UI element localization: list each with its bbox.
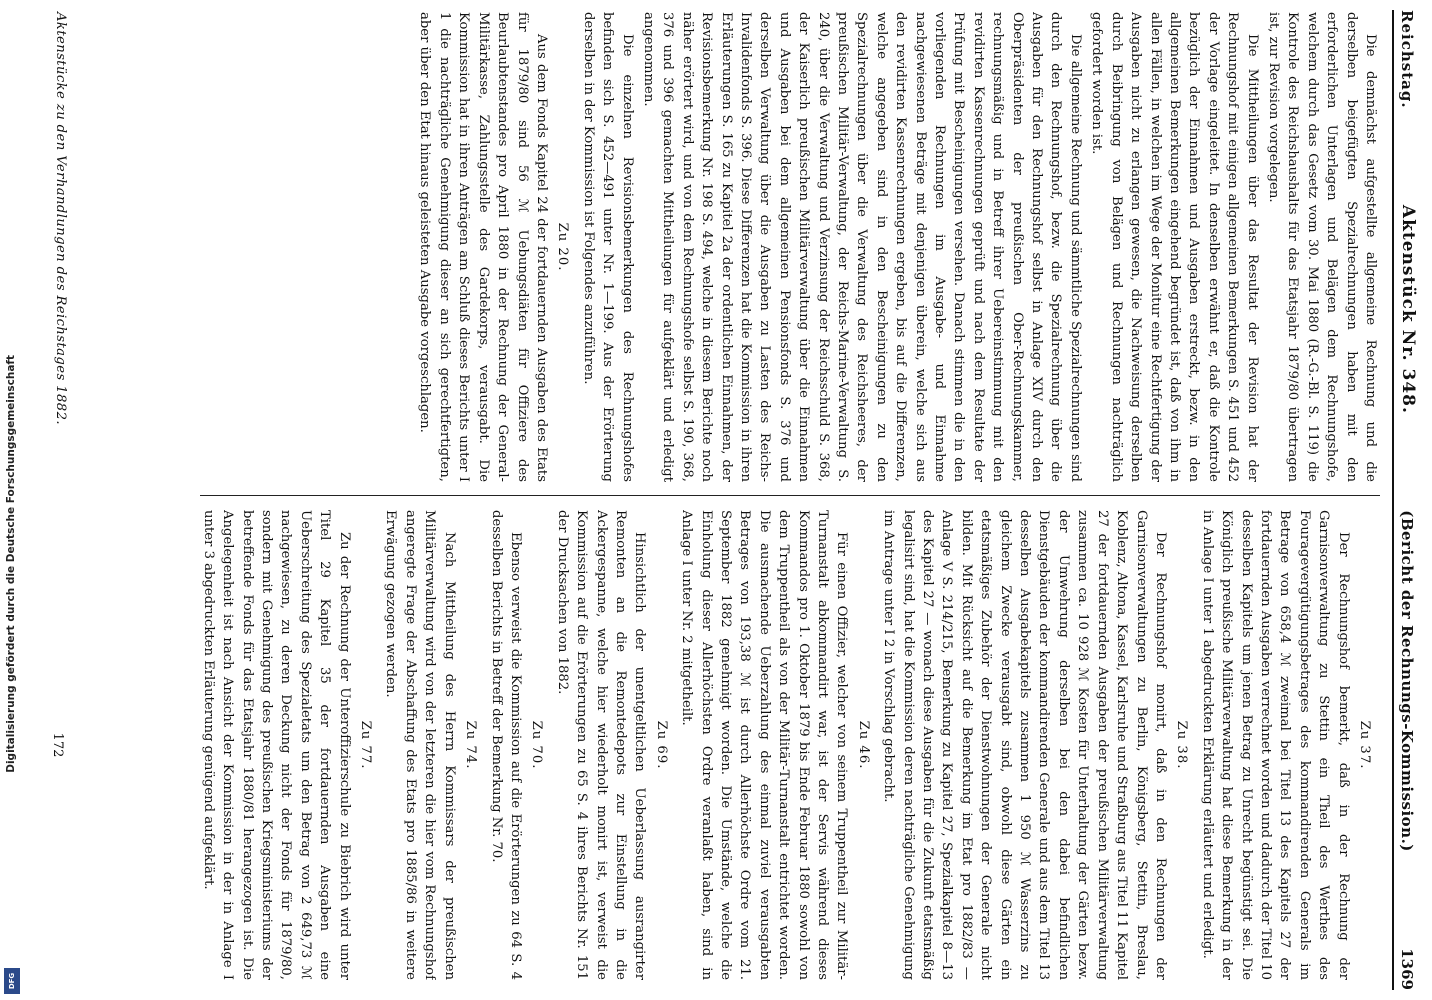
paragraph: Der Rechnungshof monirt, daß in den Rechnungen der Garnisonverwaltungen zu Berlin, Königsberg, Stettin, Breslau, Koblenz, Altona, Kassel, Karlsruhe und Straßburg aus Titel 11 Kapitel 27 der fortdauernden Ausgaben der preußischen Militärverwaltung zusammen ca. 10 928 ℳ Kosten für Unterhaltung der Gärten bezw. der Umwehrung derselben bei den dabei befindlichen Dienstgebäuden der kommandirenden Generale und aus dem Titel 13 desselben Ausgabekapitels zusammen 1 950 ℳ Wasserzins zu gleichem Zwecke verausgabt sind, obwohl diese Gärten ein etatsmäßiges Zubehör der Dienstwohnungen der Generale nicht bilden. Mit Rücksicht auf die Bemerkung im Etat pro 1882/83 — Anlage V S. 214/215, Bemerkung zu Kapitel 27, Spezialkapitel 8—13 des Kapitel 27 — wonach diese Ausgaben für die Zukunft etatsmäßig legalisirt sind, hat die Kommission deren nachträgliche Genehmigung im Antrage unter I 2 in Vorschlag gebracht. bbox=[881, 510, 1168, 980]
rotated-page bbox=[28, 0, 1428, 1000]
section-heading: Zu 46. bbox=[855, 720, 871, 770]
section-heading: Zu 38. bbox=[1174, 720, 1190, 770]
section-heading: Zu 69. bbox=[653, 720, 669, 770]
paragraph: Der Rechnungshof bemerkt, daß in der Rechnung der Garnisonverwaltung zu Stettin ein Theil des Werthes des Fouragevergütigungsbetrages des kommandirenden Generals im Betrage von 658,4 ℳ zweimal bei Titel 13 des Kapitels 27 der fortdauernden Ausgaben verrechnet worden und dadurch der Titel 10 desselben Kapitels um jenen Betrag zu Unrecht begünstigt sei. Die Königlich preußische Militärverwaltung hat diese Bemerkung in der in Anlage I unter 1 abgedruckten Erklärung erläutert und erledigt. bbox=[1199, 510, 1351, 980]
dfg-logo: DFG bbox=[4, 968, 20, 994]
section-heading: Zu 74. bbox=[463, 720, 479, 770]
paragraph: Die demnächst aufgestellte allgemeine Rechnung und die derselben beigefügten Spezialrechnungen haben mit den erforderlichen Unterlagen und Belägen dem Rechnungshofe, welchem durch das Gesetz vom 30. Mai 1880 (R.-G.-Bl. S. 119) die Kontrole des Reichshaushalts für das Etatsjahr 1879/80 übertragen ist, zur Revision vorgelegen. bbox=[1265, 12, 1378, 482]
paragraph: Die einzelnen Revisionsbemerkungen des Rechnungshofes befinden sich S. 452—491 unter Nr. 1—199. Aus der Erörterung derselben in der Kommission ist Folgendes anzuführen. bbox=[580, 12, 635, 482]
section-heading: Zu 20. bbox=[555, 222, 571, 272]
digitization-credit: Digitalisierung gefördert durch die Deutsche Forschungsgemeinschaft bbox=[5, 355, 17, 773]
paragraph: Ebenso verweist die Kommission auf die Erörterungen zu 64 S. 4 desselben Berichts in Betreff der Bemerkung Nr. 70. bbox=[488, 510, 523, 980]
left-column bbox=[90, 12, 1380, 482]
header-left: Reichstag. bbox=[1398, 10, 1416, 109]
page-number: 1369 bbox=[1398, 948, 1416, 990]
paragraph: Nach Mittheilung des Herrn Kommissars der preußischen Militärverwaltung wird von der letzteren die hier vom Rechnungshof angeregte Frage der Abschaffung des Etats pro 1885/86 in weitere Erwägung gezogen werden. bbox=[383, 510, 457, 980]
section-heading: Zu 70. bbox=[529, 720, 545, 770]
bottom-note: Aktenstücke zu den Verhandlungen des Reichstages 1882. bbox=[53, 12, 68, 425]
section-heading: Zu 37. bbox=[1357, 720, 1372, 770]
paragraph: Die allgemeine Rechnung und sämmtliche Spezialrechnungen sind durch den Rechnungshof, bezw. die Spezialrechnung über die Ausgaben für den Rechnungshof selbst in Anlage XIV durch den Oberpräsidenten der preußischen Ober-Rechnungskammer, rechnungsmäßig und in Betreff ihrer Uebereinstimmung mit den revidirten Kassenrechnungen geprüft und nach dem Resultate der Prüfung mit Bescheinigungen versehen. Danach stimmen die in den vorliegenden Rechnungen im Ausgabe- und Einnahme nachgewiesenen Beträge mit denjenigen überein, welche sich aus den revidirten Kassenrechnungen ergeben, bis auf die Differenzen, welche angegeben sind in den Bescheinigungen zu den Spezialrechnungen über die Verwaltung des Reichsheeres, der preußischen Militär-Verwaltung, der Reichs-Marine-Verwaltung S. 240, über die Verwaltung und Verzinsung der Reichsschuld S. 368, der Kaiserlich preußischen Militärverwaltung über die Einnahmen und Ausgaben bei dem allgemeinen Pensionsfonds S. 376 und derselben Verwaltung über die Ausgaben zu Lasten des Reichs-Invalidenfonds S. 396. Diese Differenzen hat die Kommission in ihren Erläuterungen S. 165 zu Kapitel 2a der ordentlichen Einnahmen, der Revisionsbemerkung Nr. 198 S. 494, welche in diesem Berichte noch näher erörtert wird, und von dem Rechnungshofe selbst S. 190, 368, 376 und 396 gemachten Mittheilungen für aufgeklärt und erledigt angenommen. bbox=[640, 12, 1083, 482]
header-right: (Bericht der Rechnungs-Kommission.) bbox=[1398, 510, 1416, 852]
digitization-footer-strip bbox=[0, 0, 22, 1000]
header-document-number: Aktenstück Nr. 348. bbox=[1398, 204, 1418, 414]
right-column bbox=[90, 510, 1380, 980]
paragraph: Für einen Offizier, welcher von seinem Truppentheil zur Militär-Turnanstalt abkommandirt war, ist der Servis während dieses Kommandos pro 1. Oktober 1879 bis Ende Februar 1880 sowohl von dem Truppentheil als von der Militär-Turnanstalt entrichtet worden. Die ausmachende Ueberzahlung des einmal zuviel verausgabten Betrages von 193,38 ℳ ist durch Allerhöchste Ordre vom 21. September 1882 genehmigt worden. Die Umstände, welche die Einholung dieser Allerhöchsten Ordre veranlaßt haben, sind in Anlage I unter Nr. 2 mitgetheilt. bbox=[679, 510, 850, 980]
paragraph: Die Mittheilungen über das Resultat der Revision hat der Rechnungshof mit einigen allgemeinen Bemerkungen S. 451 und 452 der Vorlage eingeleitet. In denselben erwähnt er, daß die Kontrole bezüglich der Einnahmen und Ausgaben erstreckt, bezw. in den allgemeinen Bemerkungen eingehend begründet ist, daß von ihm in allen Fällen, in welchen im Wege der Monitur eine Rechtfertigung der Ausgaben nicht zu erlangen gewesen, die Nachweisung derselben durch Beibringung von Belägen und Rechnungen nachträglich gefordert worden ist. bbox=[1089, 12, 1260, 482]
section-heading: Zu 77. bbox=[358, 720, 374, 770]
page-foot-number: 172 bbox=[50, 732, 65, 758]
paragraph: Aus dem Fonds Kapitel 24 der fortdauernden Ausgaben des Etats für 1879/80 sind 56 ℳ Uebungsdiäten für Offiziere des Beurlaubtenstandes pro April 1880 in der Rechnung der General-Militärkasse, Zahlungsstelle des Gardekorps, verausgabt. Die Kommission hat in ihren Anträgen am Schluß dieses Berichts unter I 1 die nachträgliche Genehmigung dieser an sich gerechtfertigten, aber über den Etat hinaus geleisteten Ausgabe vorgeschlagen. bbox=[417, 12, 549, 482]
paragraph: Hinsichtlich der unentgeltlichen Ueberlassung ausrangirter Remonten an die Remontedepots zur Einstellung in die Ackergespanne, welche hier wiederholt monirt ist, verweist die Kommission auf die Erörterungen zu 65 S. 4 ihres Berichts Nr. 151 der Drucksachen von 1882. bbox=[554, 510, 648, 980]
page-header bbox=[1392, 10, 1422, 990]
paragraph: Zu der Rechnung der Unteroffizierschule zu Biebrich wird unter Titel 29 Kapitel 35 der fortdauernden Ausgaben eine Ueberschreitung des Spezialetats um den Betrag von 2 649,73 ℳ nachgewiesen, zu deren Deckung nicht der Fonds für 1879/80, sondern mit Genehmigung des preußischen Kriegsministeriums der betreffende Fonds für das Etatsjahr 1880/81 herangezogen ist. Die Angelegenheit ist nach Ansicht der Kommission in der in Anlage I unter 3 abgedruckten Erläuterung genügend aufgeklärt. bbox=[200, 510, 352, 980]
column-divider bbox=[200, 495, 1380, 496]
